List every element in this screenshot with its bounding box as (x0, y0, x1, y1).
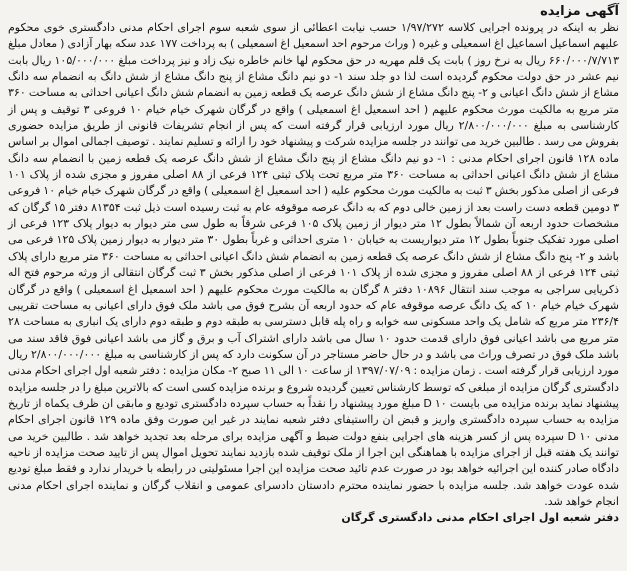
notice-body: نظر به اینکه در پرونده اجرایی کلاسه ۱/۹۷/۲۷۲ حسب نیابت اعطائی از سوی شعبه سوم اجرای احکام مدنی دادگستری خوی محکوم علیهم اسماعیل اسماعیل اغ اسمعیلی و غیره ( وراث مرحوم احد اسمعیل اغ اسمعیلی ) به پرداخت ۱۷۷ عدد سکه بهار آزادی ( معادل مبلغ ۶۶۰/۰۰۰/۷/۷۱۳ ریال به نرخ روز ) بابت یک قلم مهریه در حق محکوم لها خانم خاطره نیک زاد و نیز پرداخت مبلغ ۱۰۵/۰۰۰/۰۰۰ ریال بابت نیم عشر در حق دولت محکوم گردیده است لذا دو جلد سند ۱- دو نیم دانگ مشاع از پنج دانگ مشاع از شش دانگ به انضمام سه دانگ مشاع از شش دانگ اعیانی و ۲- پنج دانگ مشاع از شش دانگ عرصه یک قطعه زمین به انضمام شش دانگ اعیانی احداثی به مساحت ۳۶۰ متر مربع به مالکیت مورث محکوم علیهم ( احد اسمعیل اغ اسمعیلی ) واقع در گرگان شهرک خیام خیام ۱۰ فروعی ۳ توقیف و پس از کارشناسی به مبلغ ۲/۸۰۰/۰۰۰/۰۰۰ ریال مورد ارزیابی قرار گرفته است که پس از انجام تشریفات قانونی از طریق مزایده حضوری بفروش می رسد . طالبین خرید می توانند در جلسه مزایده شرکت و پیشنهاد خود را ارائه و تسلیم نمایند . توصیف اجمالی اموال بر اساس ماده ۱۲۸ قانون اجرای احکام مدنی : ۱- دو نیم دانگ مشاع از پنج دانگ مشاع از شش دانگ عرصه یک قطعه زمین با انضمام سه دانگ مشاع از شش دانگ اعیانی احداثی به مساحت ۳۶۰ متر مربع تحت پلاک ثبتی ۱۲۴ فرعی از ۸۸ اصلی مفروز و مجزی شده از پلاک ۱۰۱ فرعی از اصلی مذکور بخش ۳ ثبت به مالکیت مورث محکوم علیه ( احد اسمعیل اغ اسمعیلی ) واقع در گرگان شهرک خیام خیام ۱۰ فروعی ۳ دومین قطعه دست راست بعد از زمین خالی دوم که به دانگ عرصه موقوفه عام به ثبت رسیده است ذیل ثبت ۸۱۳۵۴ دفتر ۱۵ گرگان که مشخصات حدود اربعه آن شمالاً بطول ۱۲ متر دیوار از زمین پلاک ۱۰۵ فرعی شرقاً به طول سی متر دیوار به دیوار پلاک ۱۲۳ فرعی از اصلی مورد تفکیک جنوباً بطول ۱۲ متر دیواریست به خیابان ۱۰ متری احداثی و غرباً بطول ۳۰ متر دیوار به دیوار زمین پلاک ۱۲۵ فرعی می باشد و ۲- پنج دانگ مشاع از شش دانگ عرصه یک قطعه زمین به انضمام شش دانگ اعیانی احداثی به مساحت ۳۶۰ متر مربع دارای پلاک ثبتی ۱۲۴ فرعی از ۸۸ اصلی مفروز و مجزی شده از پلاک ۱۰۱ فرعی از اصلی مذکور بخش ۳ ثبت گرگان انتقالی از ورثه مرحوم فتح اله ذکریایی سراجی به موجب سند انتقال ۱۰۸۹۶ دفتر ۸ گرگان به مالکیت مورث محکوم علیهم ( احد اسمعیل اغ اسمعیلی ) واقع در گرگان شهرک خیام خیام ۱۰ که یک دانگ عرصه موقوفه عام که حدود اربعه آن بشرح فوق می باشد ملک فوق دارای اعیانی به مساحت تقریبی ۲۳۶/۴ متر مربع که شامل یک واحد مسکونی سه خوابه و راه پله قابل دسترسی به طبقه دوم و طبقه دوم دارای یک انباری به مساحت ۲۸ متر مربع می باشد اعیانی فوق دارای قدمت حدود ۱۰ سال می باشد دارای اشتراک آب و برق و گاز می باشد اعیانی فوق فاقد سند می باشد ملک فوق در تصرف وراث می باشد و در حال حاضر مستاجر در آن سکونت دارد که پس از کارشناسی به مبلغ ۲/۸۰۰/۰۰۰/۰۰۰ ریال مورد ارزیابی قرار گرفته است . زمان مزایده : ۱۳۹۷/۰۷/۰۹ از ساعت ۱۰ الی ۱۱ صبح ۲- مکان مزایده : دفتر شعبه اول اجرای احکام مدنی دادگستری گرگان مزایده از مبلغی که توسط کارشناس تعیین گردیده شروع و برنده مزایده کسی است که بالاترین مبلغ را در جلسه مزایده پیشنهاد نماید برنده مزایده می بایست ۱۰ D مبلغ مورد پیشنهاد را نقداً به حساب سپرده دادگستری تودیع و مابقی ان ظرف یکماه از تاریخ مزایده به حساب سپرده دادگستری واریز و قبض ان رااستیفای دفتر شعبه نمایند در غیر این صورت وفق ماده ۱۲۹ قانون اجرای احکام مدنی ۱۰ D سپرده پس از کسر هزینه های اجرایی بنفع دولت ضبط و آگهی مزایده برای مرحله بعد تجدید خواهد شد . طالبین خرید می توانند یک هفته قبل از اجرای مزایده با هماهنگی این اجرا از ملک توقیف شده بازدید نمایند تحویل اموال پس از تایید صحت مزایده از ناحیه دادگاه صادر کننده این اجرائیه خواهد بود در صورت عدم تائید صحت مزایده این اجرا مسئولیتی در رابطه با خریدار ندارد و فقط مبلغ تودیع شده عودت خواهد شد. جلسه مزایده با حضور نماینده محترم دادستان دادسرای عمومی و انقلاب گرگان و نماینده اجرای احکام مدنی انجام خواهد شد. (8, 21, 620, 508)
notice-signature: دفتر شعبه اول اجرای احکام مدنی دادگستری گرگان (341, 511, 619, 525)
notice-heading: آگهی مزایده (540, 4, 619, 19)
